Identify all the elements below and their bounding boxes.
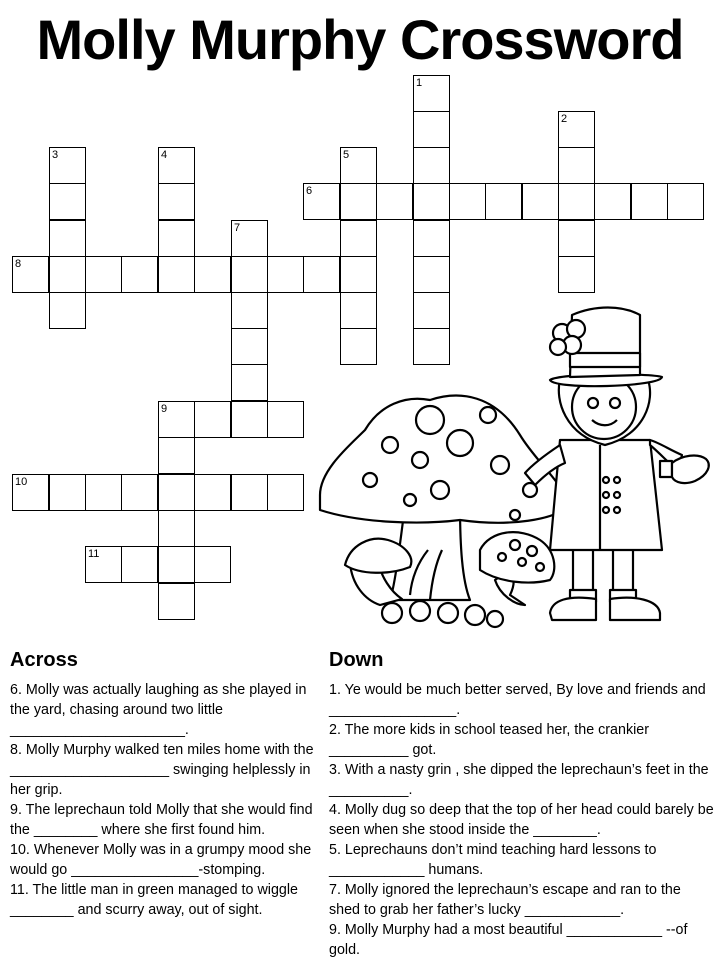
- grid-cell[interactable]: [340, 183, 377, 220]
- down-clue: 4. Molly dug so deep that the top of her head could barely be seen when she stood inside the ________.: [329, 802, 714, 838]
- down-clues: [329, 648, 714, 960]
- down-clue: 9. Molly Murphy had a most beautiful ____________ --of gold.: [329, 922, 688, 958]
- grid-cell[interactable]: [631, 183, 668, 220]
- grid-cell[interactable]: [158, 220, 195, 257]
- grid-cell[interactable]: [85, 474, 122, 511]
- grid-cell[interactable]: [376, 183, 413, 220]
- page-title: Molly Murphy Crossword: [36, 8, 684, 71]
- grid-cell[interactable]: [194, 401, 231, 438]
- grid-cell[interactable]: [85, 546, 122, 583]
- clue-number: 3: [52, 149, 59, 161]
- down-clue: 7. Molly ignored the leprechaun’s escape and ran to the shed to grab her father’s lucky ____________.: [329, 882, 681, 918]
- across-clue: 6. Molly was actually laughing as she played in the yard, chasing around two little ______________________.: [10, 682, 307, 738]
- grid-cell[interactable]: [49, 183, 86, 220]
- grid-cell[interactable]: [267, 474, 304, 511]
- grid-cell[interactable]: [231, 474, 268, 511]
- clue-number: 2: [561, 113, 568, 125]
- grid-cell[interactable]: [194, 256, 231, 293]
- clue-number: 6: [306, 185, 313, 197]
- grid-cell[interactable]: [667, 183, 704, 220]
- grid-cell[interactable]: [231, 292, 268, 329]
- grid-cell[interactable]: [558, 220, 595, 257]
- down-clue: 5. Leprechauns don’t mind teaching hard lessons to ____________ humans.: [329, 842, 657, 878]
- grid-cell[interactable]: [49, 292, 86, 329]
- clue-number: 11: [88, 548, 100, 560]
- across-clue: 8. Molly Murphy walked ten miles home with the ____________________ swinging helplessly in her grip.: [10, 742, 314, 798]
- grid-cell[interactable]: [522, 183, 559, 220]
- grid-cell[interactable]: [267, 401, 304, 438]
- grid-cell[interactable]: [49, 256, 86, 293]
- grid-cell[interactable]: [49, 220, 86, 257]
- grid-cell[interactable]: [340, 220, 377, 257]
- grid-cell[interactable]: [558, 183, 595, 220]
- grid-cell[interactable]: [158, 583, 195, 620]
- across-clue: 9. The leprechaun told Molly that she would find the ________ where she first found him.: [10, 802, 313, 838]
- grid-cell[interactable]: [303, 183, 340, 220]
- grid-cell[interactable]: [12, 474, 49, 511]
- grid-cell[interactable]: [158, 510, 195, 547]
- grid-cell[interactable]: [340, 256, 377, 293]
- grid-cell[interactable]: [267, 256, 304, 293]
- grid-cell[interactable]: [49, 147, 86, 184]
- grid-cell[interactable]: [303, 256, 340, 293]
- across-clue: 10. Whenever Molly was in a grumpy mood she would go ________________-stomping.: [10, 842, 312, 878]
- grid-cell[interactable]: [449, 183, 486, 220]
- grid-cell[interactable]: [158, 147, 195, 184]
- grid-cell[interactable]: [340, 147, 377, 184]
- grid-cell[interactable]: [231, 256, 268, 293]
- grid-cell[interactable]: [121, 474, 158, 511]
- clue-number: 7: [234, 222, 241, 234]
- grid-cell[interactable]: [158, 437, 195, 474]
- across-clues: [10, 648, 315, 920]
- leprechaun-mushroom-illustration: [310, 295, 720, 640]
- clue-number: 4: [161, 149, 168, 161]
- grid-cell[interactable]: [558, 147, 595, 184]
- grid-cell[interactable]: [594, 183, 631, 220]
- down-clue: 2. The more kids in school teased her, the crankier __________ got.: [329, 722, 649, 758]
- grid-cell[interactable]: [121, 546, 158, 583]
- grid-cell[interactable]: [231, 328, 268, 365]
- down-clue: 3. With a nasty grin , she dipped the leprechaun’s feet in the __________.: [329, 762, 709, 798]
- clue-number: 10: [15, 476, 28, 488]
- grid-cell[interactable]: [158, 256, 195, 293]
- grid-cell[interactable]: [558, 111, 595, 148]
- grid-cell[interactable]: [413, 220, 450, 257]
- grid-cell[interactable]: [158, 546, 195, 583]
- clue-number: 9: [161, 403, 168, 415]
- grid-cell[interactable]: [558, 256, 595, 293]
- grid-cell[interactable]: [158, 183, 195, 220]
- grid-cell[interactable]: [49, 474, 86, 511]
- grid-cell[interactable]: [12, 256, 49, 293]
- grid-cell[interactable]: [231, 364, 268, 401]
- grid-cell[interactable]: [413, 183, 450, 220]
- grid-cell[interactable]: [231, 401, 268, 438]
- grid-cell[interactable]: [121, 256, 158, 293]
- grid-cell[interactable]: [413, 111, 450, 148]
- grid-cell[interactable]: [194, 474, 231, 511]
- clue-number: 8: [15, 258, 22, 270]
- down-clue: 1. Ye would be much better served, By love and friends and ________________.: [329, 682, 706, 718]
- grid-cell[interactable]: [485, 183, 522, 220]
- grid-cell[interactable]: [413, 75, 450, 112]
- grid-cell[interactable]: [158, 401, 195, 438]
- across-heading: Across: [10, 649, 78, 671]
- grid-cell[interactable]: [413, 147, 450, 184]
- clue-number: 5: [343, 149, 350, 161]
- across-clue: 11. The little man in green managed to wiggle ________ and scurry away, out of sight.: [10, 882, 298, 918]
- grid-cell[interactable]: [413, 256, 450, 293]
- grid-cell[interactable]: [194, 546, 231, 583]
- down-heading: Down: [329, 649, 384, 671]
- grid-cell[interactable]: [231, 220, 268, 257]
- grid-cell[interactable]: [158, 474, 195, 511]
- clue-number: 1: [416, 77, 423, 89]
- grid-cell[interactable]: [85, 256, 122, 293]
